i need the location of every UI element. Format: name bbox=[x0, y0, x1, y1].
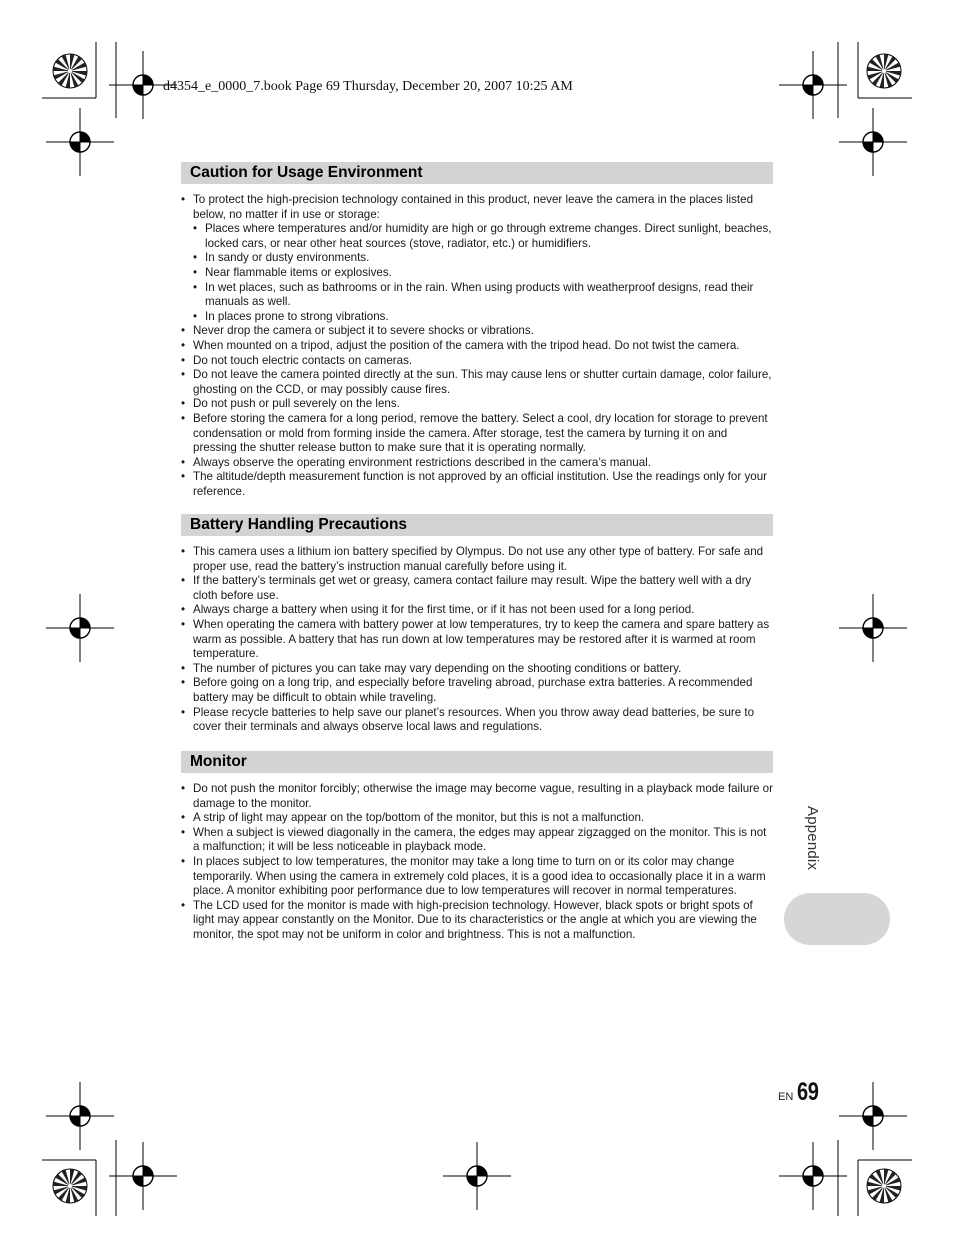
print-info-line: d4354_e_0000_7.book Page 69 Thursday, December 20, 2007 10:25 AM bbox=[163, 79, 573, 94]
list-item: • If the battery’s terminals get wet or greasy, camera contact failure may result. Wipe the battery well with a dry cloth before use. bbox=[181, 574, 773, 603]
list-item: • When a subject is viewed diagonally in the camera, the edges may appear zigzagged on the monitor. This is not a malfunction; it will be less noticeable in playback mode. bbox=[181, 826, 773, 855]
list-item: • To protect the high-precision technology contained in this product, never leave the camera in the places listed below, no matter if in use or storage: • Places where temperatures and/or humidity are high or go through extreme changes. Direct sunlight, beaches, locked cars, or near other heat sources (stove, radiator, etc.) or humidifiers. • In sandy or dusty environments. • Near flammable items or explosives. • In wet places, such as bathrooms or in the rain. When using products with weatherproof designs, read their manuals as well. • In places prone to strong vibrations. bbox=[181, 193, 773, 324]
list-item: • When operating the camera with battery power at low temperatures, try to keep the camera and spare battery as warm as possible. A battery that has run down at low temperatures may be restored after it is warmed at room temperature. bbox=[181, 618, 773, 662]
list-item: • Do not push or pull severely on the lens. bbox=[181, 397, 773, 412]
list-item: • Always observe the operating environment restrictions described in the camera’s manual. bbox=[181, 456, 773, 471]
list-item: • When mounted on a tripod, adjust the position of the camera with the tripod head. Do not twist the camera. bbox=[181, 339, 773, 354]
list-item: • Never drop the camera or subject it to severe shocks or vibrations. bbox=[181, 324, 773, 339]
list-item: • In places prone to strong vibrations. bbox=[193, 310, 773, 325]
list-item: • In sandy or dusty environments. bbox=[193, 251, 773, 266]
list-item: • Before storing the camera for a long period, remove the battery. Select a cool, dry location for storage to prevent condensation or mold from forming inside the camera. After storage, test the camera by turning it on and pressing the shutter release button to make sure that it is operating normally. bbox=[181, 412, 773, 456]
page-number: 69 bbox=[797, 1078, 819, 1106]
list-item: • Places where temperatures and/or humidity are high or go through extreme changes. Direct sunlight, beaches, locked cars, or near other heat sources (stove, radiator, etc.) or humidifiers. bbox=[193, 222, 773, 251]
section-title: Monitor bbox=[181, 751, 773, 773]
list-item: • Please recycle batteries to help save our planet’s resources. When you throw away dead batteries, be sure to cover their terminals and always observe local laws and regulations. bbox=[181, 706, 773, 735]
bullet-list bbox=[181, 782, 773, 943]
list-item: • The number of pictures you can take may vary depending on the shooting conditions or battery. bbox=[181, 662, 773, 677]
list-item: • The LCD used for the monitor is made with high-precision technology. However, black spots or bright spots of light may appear constantly on the Monitor. Due to its characteristics or the angle at which you are viewing the monitor, the spot may not be uniform in color and brightness. This is not a malfunction. bbox=[181, 899, 773, 943]
section-usage-environment bbox=[181, 162, 773, 499]
list-item: • This camera uses a lithium ion battery specified by Olympus. Do not use any other type of battery. For safe and proper use, read the battery’s instruction manual carefully before using it. bbox=[181, 545, 773, 574]
bullet-list bbox=[181, 193, 773, 499]
section-battery-handling bbox=[181, 514, 773, 735]
list-item: • Before going on a long trip, and especially before traveling abroad, purchase extra batteries. A recommended battery may be difficult to obtain while traveling. bbox=[181, 676, 773, 705]
bullet-list bbox=[181, 545, 773, 735]
list-item: • A strip of light may appear on the top/bottom of the monitor, but this is not a malfunction. bbox=[181, 811, 773, 826]
language-code: EN bbox=[778, 1091, 794, 1103]
section-title: Battery Handling Precautions bbox=[181, 514, 773, 536]
list-item: • Near flammable items or explosives. bbox=[193, 266, 773, 281]
list-item: • Do not leave the camera pointed directly at the sun. This may cause lens or shutter curtain damage, color failure, ghosting on the CCD, or may possibly cause fires. bbox=[181, 368, 773, 397]
sub-list bbox=[193, 222, 773, 324]
list-item: • In places subject to low temperatures, the monitor may take a long time to turn on or its color may change temporarily. When using the camera in extremely cold places, it is a good idea to occasionally place it in a warm place. A monitor exhibiting poor performance due to low temperatures will recover in normal temperatures. bbox=[181, 855, 773, 899]
list-item: • Do not touch electric contacts on cameras. bbox=[181, 354, 773, 369]
appendix-tab bbox=[784, 893, 890, 945]
section-title: Caution for Usage Environment bbox=[181, 162, 773, 184]
section-monitor bbox=[181, 751, 773, 943]
appendix-tab-label: Appendix bbox=[804, 806, 821, 871]
list-item: • Always charge a battery when using it for the first time, or if it has not been used for a long period. bbox=[181, 603, 773, 618]
list-item: • The altitude/depth measurement function is not approved by an official institution. Use the readings only for your reference. bbox=[181, 470, 773, 499]
list-item: • Do not push the monitor forcibly; otherwise the image may become vague, resulting in a playback mode failure or damage to the monitor. bbox=[181, 782, 773, 811]
list-item: • In wet places, such as bathrooms or in the rain. When using products with weatherproof designs, read their manuals as well. bbox=[193, 281, 773, 310]
